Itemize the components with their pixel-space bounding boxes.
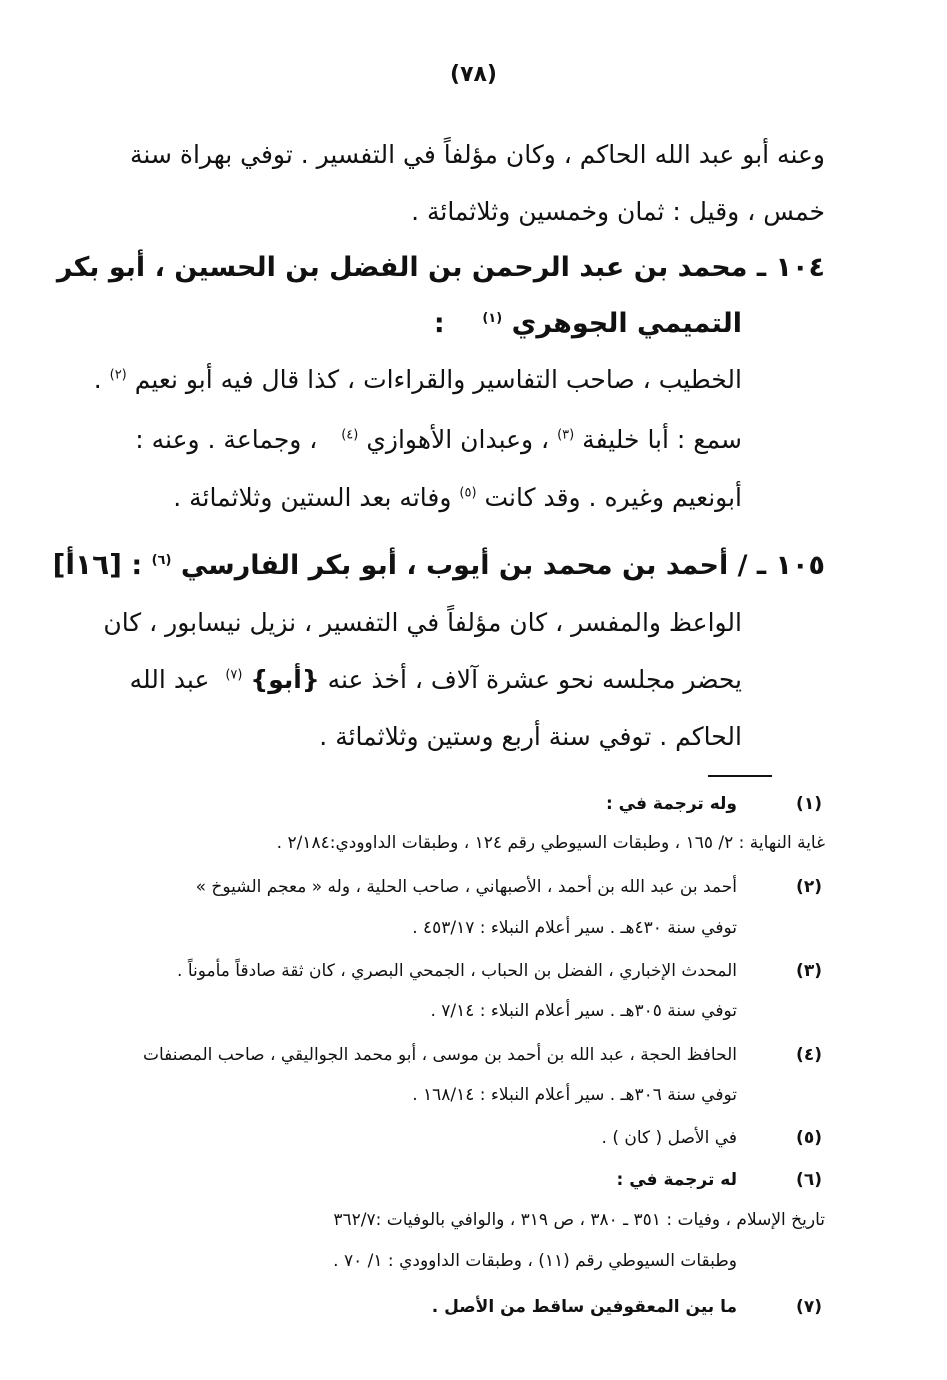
- entry-104-text-5a: أبونعيم وغيره . وقد كانت: [484, 483, 742, 512]
- entry-105-heading: [53, 548, 825, 582]
- entry-104-number: ١٠٤ ـ: [756, 252, 825, 283]
- footnote-3-line-2: توفي سنة ٣٠٥هـ . سير أعلام النبلاء : ٧/١٤ .: [430, 1001, 737, 1021]
- footnote-6-line-1: له ترجمة في :: [616, 1170, 737, 1190]
- text-line-2: خمس ، وقيل : ثمان وخمسين وثلاثمائة .: [411, 197, 825, 226]
- entry-105-text-3a: يحضر مجلسه نحو عشرة آلاف ، أخذ عنه: [327, 665, 742, 694]
- entry-104-text-3: الخطيب ، صاحب التفاسير والقراءات ، كذا قال فيه أبو نعيم: [134, 365, 742, 394]
- entry-105-line-3: [130, 665, 742, 695]
- footnote-number-3: (٣): [796, 961, 822, 981]
- footnote-7-line-1: ما بين المعقوفين ساقط من الأصل .: [431, 1297, 737, 1317]
- entry-104-heading: [57, 252, 825, 284]
- footnote-number-2: (٢): [796, 877, 822, 897]
- entry-105-line-2: الواعظ والمفسر ، كان مؤلفاً في التفسير ، نزيل نيسابور ، كان: [103, 608, 742, 637]
- entry-104-colon: :: [433, 308, 445, 339]
- footnote-number-7: (٧): [796, 1297, 822, 1317]
- entry-104-name-2: التميمي الجوهري: [511, 308, 742, 339]
- footnote-divider: [708, 775, 772, 777]
- entry-104-name: محمد بن عبد الرحمن بن الفضل بن الحسين ، أبو بكر: [56, 252, 748, 283]
- footnote-2-line-2: توفي سنة ٤٣٠هـ . سير أعلام النبلاء : ٤٥٣/١٧ .: [412, 918, 737, 938]
- footnote-number-1: (١): [796, 794, 822, 814]
- entry-104-text-4c: ، وجماعة . وعنه :: [135, 425, 318, 454]
- footnote-5-line-1: في الأصل ( كان ) .: [601, 1128, 737, 1148]
- entry-104-text-5b: وفاته بعد الستين وثلاثمائة .: [173, 483, 452, 512]
- footnote-ref-2: (٢): [109, 367, 127, 383]
- entry-105-line-4: الحاكم . توفي سنة أربع وستين وثلاثمائة .: [319, 722, 742, 751]
- footnote-number-6: (٦): [796, 1170, 822, 1190]
- footnote-1-line-1: وله ترجمة في :: [605, 794, 737, 814]
- footnote-ref-4: (٤): [341, 427, 359, 443]
- footnote-ref-7: (٧): [225, 667, 243, 683]
- footnote-2-line-1: أحمد بن عبد الله بن أحمد ، الأصبهاني ، صاحب الحلية ، وله « معجم الشيوخ »: [195, 877, 737, 897]
- folio-reference: [١٦أ]: [52, 548, 122, 581]
- footnote-4-line-1: الحافظ الحجة ، عبد الله بن أحمد بن موسى ، أبو محمد الجواليقي ، صاحب المصنفات: [142, 1045, 737, 1065]
- page-number: (٧٨): [450, 62, 497, 87]
- entry-104-text-4b: ، وعبدان الأهوازي: [366, 425, 550, 454]
- footnote-number-4: (٤): [796, 1045, 822, 1065]
- entry-104-text-3-end: .: [93, 365, 102, 394]
- entry-104-heading-cont: [434, 308, 742, 340]
- footnote-ref-3: (٣): [557, 427, 575, 443]
- entry-104-text-4a: سمع : أبا خليفة: [582, 425, 742, 454]
- entry-105-number: ١٠٥ ـ /: [737, 550, 825, 581]
- entry-105-name: أحمد بن محمد بن أيوب ، أبو بكر الفارسي: [180, 550, 729, 581]
- entry-104-line-3: [94, 365, 742, 395]
- bracketed-insertion: {أبو}: [250, 665, 320, 694]
- footnote-1-line-2: غاية النهاية : ٢/ ١٦٥ ، وطبقات السيوطي رقم ١٢٤ ، وطبقات الداوودي:٢/١٨٤ .: [276, 833, 825, 853]
- footnote-number-5: (٥): [796, 1128, 822, 1148]
- footnote-3-line-1: المحدث الإخباري ، الفضل بن الحباب ، الجمحي البصري ، كان ثقة صادقاً مأموناً .: [177, 961, 737, 981]
- footnote-ref-1: (١): [482, 311, 503, 326]
- entry-105-colon: :: [131, 550, 143, 581]
- entry-104-line-5: [173, 483, 742, 513]
- footnote-4-line-2: توفي سنة ٣٠٦هـ . سير أعلام النبلاء : ١٦٨/١٤ .: [412, 1085, 737, 1105]
- footnote-ref-6: (٦): [151, 553, 172, 568]
- text-line-1: وعنه أبو عبد الله الحاكم ، وكان مؤلفاً في التفسير . توفي بهراة سنة: [130, 140, 825, 169]
- footnote-6-line-3: وطبقات السيوطي رقم (١١) ، وطبقات الداوودي : ١/ ٧٠ .: [333, 1251, 737, 1271]
- entry-105-text-3b: عبد الله: [129, 665, 210, 694]
- footnote-6-line-2: تاريخ الإسلام ، وفيات : ٣٥١ ـ ٣٨٠ ، ص ٣١٩ ، والوافي بالوفيات :٣٦٢/٧: [333, 1210, 825, 1230]
- entry-104-line-4: [135, 425, 742, 455]
- footnote-ref-5: (٥): [459, 485, 477, 501]
